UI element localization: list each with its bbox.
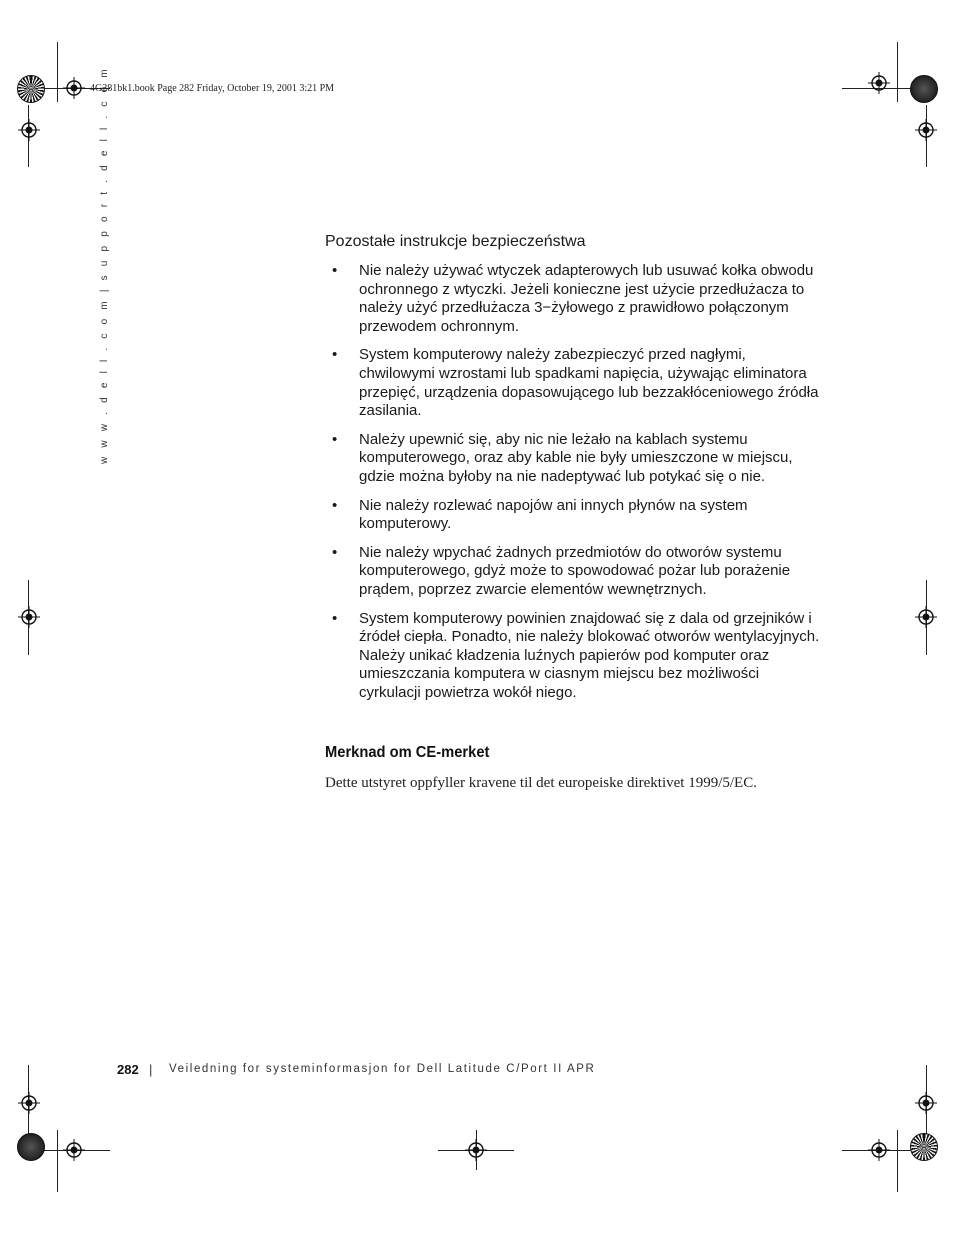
bullet-icon: • [332, 543, 338, 561]
registration-target-icon [18, 606, 40, 628]
registration-target-icon [915, 119, 937, 141]
bullet-icon: • [332, 430, 338, 448]
list-item-text: Należy upewnić się, aby nic nie leżało na kablach systemu komputerowego, oraz aby kable nie były umieszczone w miejscu, gdzie można byłoby na nie nadeptywać lub potykać się o nie. [359, 430, 793, 485]
list-item-text: Nie należy rozlewać napojów ani innych płynów na system komputerowy. [359, 496, 748, 533]
print-header: 4G281bk1.book Page 282 Friday, October 19, 2001 3:21 PM [90, 83, 335, 94]
starburst-mark-icon [910, 75, 938, 103]
starburst-mark-icon [910, 1133, 938, 1161]
registration-target-icon [868, 1139, 890, 1161]
starburst-mark-icon [17, 1133, 45, 1161]
crop-mark [897, 1130, 898, 1192]
bullet-icon: • [332, 346, 338, 364]
registration-target-icon [63, 1139, 85, 1161]
section-heading: Pozostałe instrukcje bezpieczeństwa [325, 233, 586, 250]
starburst-mark-icon [17, 75, 45, 103]
registration-target-icon [63, 77, 85, 99]
list-item-text: System komputerowy powinien znajdować się z dala od grzejników i źródeł ciepła. Ponadto, nie należy blokować otworów wentylacyjnych. Należy unikać kładzenia luźnych papierów pod komputer oraz umieszczania komputera w ciasnym miejscu bez możliwości cyrkulacji powietrza wokół niego. [359, 609, 820, 701]
bullet-icon: • [332, 496, 338, 514]
list-item [325, 497, 820, 534]
list-item [325, 262, 820, 336]
side-url: w w w . d e l l . c o m | s u p p o r t . d e l l . c o m [99, 66, 110, 464]
footer-separator: | [149, 1062, 153, 1077]
page-number: 282 [117, 1062, 139, 1077]
crop-mark [57, 1130, 58, 1192]
crop-mark [897, 42, 898, 102]
registration-target-icon [18, 119, 40, 141]
list-item [325, 431, 820, 487]
ce-notice-heading: Merknad om CE-merket [325, 744, 490, 761]
registration-target-icon [465, 1139, 487, 1161]
footer-title: Veiledning for systeminformasjon for Dell Latitude C/Port II APR [169, 1063, 596, 1075]
registration-target-icon [18, 1092, 40, 1114]
list-item [325, 544, 820, 600]
crop-mark [57, 42, 58, 102]
list-item [325, 346, 820, 420]
list-item-text: Nie należy używać wtyczek adapterowych lub usuwać kołka obwodu ochronnego z wtyczki. Jeżeli konieczne jest użycie przedłużacza to należy użyć przedłużacza 3−żyłowego z prawidłowo połączonym przewodem ochronnym. [359, 262, 814, 335]
list-item [325, 610, 820, 703]
bullet-icon: • [332, 609, 338, 627]
ce-notice-body: Dette utstyret oppfyller kravene til det europeiske direktivet 1999/5/EC. [325, 775, 757, 791]
bullet-icon: • [332, 262, 338, 279]
registration-target-icon [915, 606, 937, 628]
list-item-text: System komputerowy należy zabezpieczyć przed nagłymi, chwilowymi wzrostami lub spadkami napięcia, używając eliminatora przepięć, urządzenia dopasowującego lub bezzakłóceniowego źródła zasilania. [359, 346, 819, 420]
list-item-text: Nie należy wpychać żadnych przedmiotów do otworów systemu komputerowego, gdyż może to spowodować pożar lub porażenie prądem, poprzez zwarcie elementów wewnętrznych. [359, 543, 791, 598]
safety-instructions-list [325, 262, 820, 712]
registration-target-icon [915, 1092, 937, 1114]
registration-target-icon [868, 72, 890, 94]
